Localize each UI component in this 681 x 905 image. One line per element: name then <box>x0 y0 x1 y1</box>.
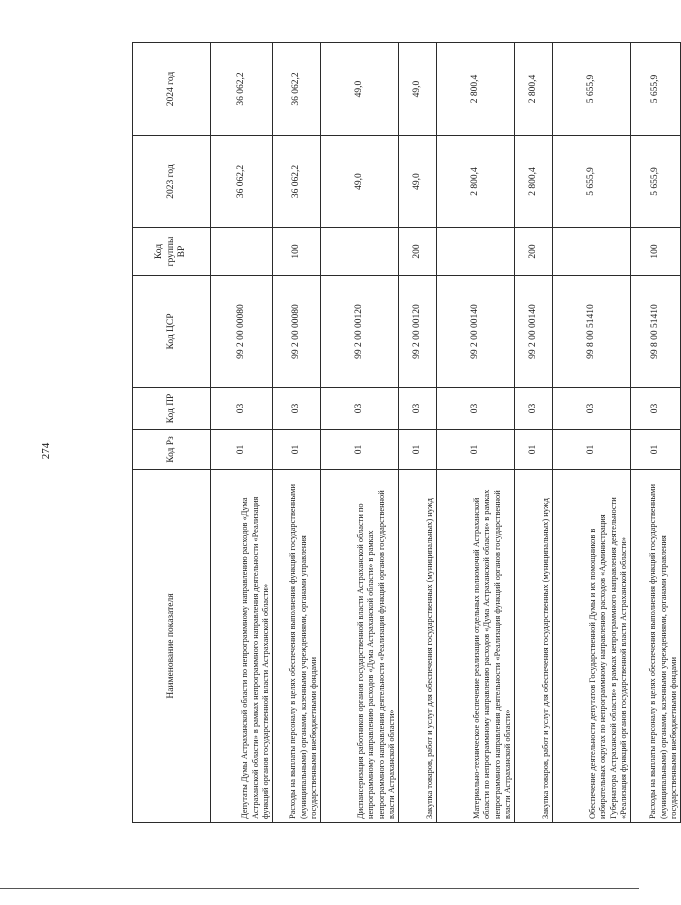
cell-rz: 01 <box>515 430 553 470</box>
cell-csr: 99 8 00 51410 <box>553 276 631 388</box>
cell-csr: 99 2 00 00140 <box>437 276 515 388</box>
header-vr: Код группы ВР <box>133 228 211 276</box>
cell-pr: 03 <box>211 388 273 430</box>
cell-2024: 2 800,4 <box>515 43 553 136</box>
cell-vr <box>437 228 515 276</box>
budget-table-rotated <box>132 43 678 823</box>
cell-2024: 49,0 <box>321 43 399 136</box>
cell-vr: 100 <box>273 228 321 276</box>
cell-name: Расходы на выплаты персоналу в целях обеспечения выполнения функций государственными (муниципальными) органами, казенными учреждениями, органами управления государственными внебюджетными фондами <box>273 470 321 823</box>
table-row <box>553 43 631 823</box>
header-name: Наименование показателя <box>133 470 211 823</box>
cell-2024: 5 655,9 <box>631 43 681 136</box>
cell-csr: 99 2 00 00120 <box>321 276 399 388</box>
cell-pr: 03 <box>515 388 553 430</box>
table-row <box>321 43 399 823</box>
cell-2023: 2 800,4 <box>437 136 515 228</box>
cell-vr: 200 <box>515 228 553 276</box>
header-2024: 2024 год <box>133 43 211 136</box>
cell-2024: 36 062,2 <box>273 43 321 136</box>
cell-name: Расходы на выплаты персоналу в целях обеспечения выполнения функций государственными (муниципальными) органами, казенными учреждениями, органами управления государственными внебюджетными фондами <box>631 470 681 823</box>
cell-pr: 03 <box>321 388 399 430</box>
table-row <box>437 43 515 823</box>
cell-name: Диспансеризация работников органов государственной власти Астраханской области по непрограммному направлению расходов «Дума Астраханской области» в рамках непрограммного направления деятельности «Реализация функций органов государственной власти Астраханской области» <box>321 470 399 823</box>
cell-name: Обеспечение деятельности депутатов Государственной Думы и их помощников в избирательных округах по непрограммному направлению расходов «Администрация Губернатора Астраханской области» в рамках непрограммного направления деятельности «Реализация функций органов государственной власти Астраханской области» <box>553 470 631 823</box>
cell-vr <box>553 228 631 276</box>
table-row <box>399 43 437 823</box>
cell-rz: 01 <box>553 430 631 470</box>
budget-table <box>132 42 681 823</box>
cell-2023: 5 655,9 <box>553 136 631 228</box>
cell-pr: 03 <box>631 388 681 430</box>
cell-csr: 99 2 00 00120 <box>399 276 437 388</box>
cell-rz: 01 <box>273 430 321 470</box>
cell-pr: 03 <box>399 388 437 430</box>
table-header-row <box>133 43 211 823</box>
cell-name: Депутаты Думы Астраханской области по непрограммному направлению расходов «Дума Астраханской области» в рамках непрограммного направления деятельности «Реализация функций органов государственной власти Астраханской области» <box>211 470 273 823</box>
table-row <box>631 43 681 823</box>
bottom-divider <box>0 888 639 889</box>
cell-2023: 5 655,9 <box>631 136 681 228</box>
cell-pr: 03 <box>553 388 631 430</box>
cell-rz: 01 <box>211 430 273 470</box>
cell-csr: 99 2 00 00140 <box>515 276 553 388</box>
cell-2023: 49,0 <box>399 136 437 228</box>
cell-2023: 2 800,4 <box>515 136 553 228</box>
cell-name: Закупка товаров, работ и услуг для обеспечения государственных (муниципальных) нужд <box>515 470 553 823</box>
cell-vr <box>321 228 399 276</box>
cell-rz: 01 <box>321 430 399 470</box>
header-csr: Код ЦСР <box>133 276 211 388</box>
cell-2023: 36 062,2 <box>211 136 273 228</box>
cell-rz: 01 <box>437 430 515 470</box>
cell-vr <box>211 228 273 276</box>
cell-pr: 03 <box>273 388 321 430</box>
cell-vr: 100 <box>631 228 681 276</box>
cell-pr: 03 <box>437 388 515 430</box>
cell-csr: 99 2 00 00080 <box>273 276 321 388</box>
cell-name: Закупка товаров, работ и услуг для обеспечения государственных (муниципальных) нужд <box>399 470 437 823</box>
cell-rz: 01 <box>631 430 681 470</box>
table-row <box>273 43 321 823</box>
table-row <box>515 43 553 823</box>
page-number: 274 <box>40 442 52 460</box>
cell-csr: 99 2 00 00080 <box>211 276 273 388</box>
cell-2023: 49,0 <box>321 136 399 228</box>
header-pr: Код ПР <box>133 388 211 430</box>
cell-2024: 49,0 <box>399 43 437 136</box>
header-2023: 2023 год <box>133 136 211 228</box>
header-rz: Код Рз <box>133 430 211 470</box>
table-row <box>211 43 273 823</box>
cell-2024: 36 062,2 <box>211 43 273 136</box>
cell-name: Материально-техническое обеспечение реализации отдельных полномочий Астраханской области по непрограммному направлению расходов «Дума Астраханской области» в рамках непрограммного направления деятельности «Реализация функций органов государственной власти Астраханской области» <box>437 470 515 823</box>
cell-2024: 5 655,9 <box>553 43 631 136</box>
cell-2023: 36 062,2 <box>273 136 321 228</box>
cell-vr: 200 <box>399 228 437 276</box>
cell-rz: 01 <box>399 430 437 470</box>
cell-csr: 99 8 00 51410 <box>631 276 681 388</box>
cell-2024: 2 800,4 <box>437 43 515 136</box>
